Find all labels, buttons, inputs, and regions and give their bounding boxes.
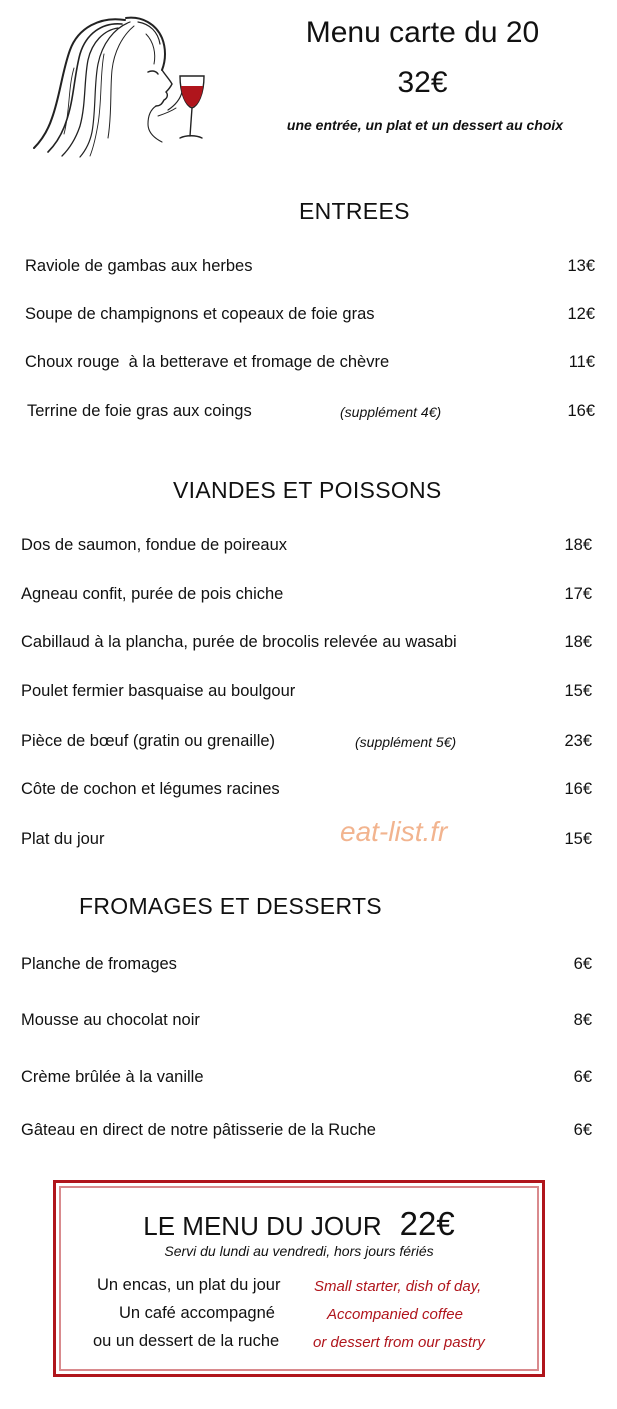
menu-item-price: 6€: [573, 1068, 592, 1086]
menu-item-label: Gâteau en direct de notre pâtisserie de la Ruche: [21, 1121, 376, 1139]
menu-item-price: 18€: [564, 536, 592, 554]
menu-item-label: Poulet fermier basquaise au boulgour: [21, 682, 296, 700]
menu-item-price: 12€: [567, 305, 595, 323]
menu-item-label: Crème brûlée à la vanille: [21, 1068, 204, 1086]
menu-subtitle: une entrée, un plat et un dessert au choix: [286, 117, 564, 133]
menu-item-price: 15€: [564, 830, 592, 848]
menu-item-label: Agneau confit, purée de pois chiche: [21, 585, 284, 603]
menu-du-jour-line-fr: Un café accompagné: [119, 1304, 275, 1322]
section-title-viandes-poissons: VIANDES ET POISSONS: [173, 477, 442, 503]
menu-price: 32€: [397, 66, 448, 99]
menu-item-price: 13€: [567, 257, 595, 275]
menu-item-label: Terrine de foie gras aux coings: [27, 402, 252, 420]
section-title-entrees: ENTREES: [299, 198, 410, 224]
menu-item-price: 6€: [573, 955, 592, 973]
menu-item-price: 8€: [573, 1011, 592, 1029]
menu-item-price: 15€: [564, 682, 592, 700]
menu-item-price: 23€: [564, 732, 592, 750]
menu-du-jour-price: 22€: [399, 1205, 455, 1242]
menu-item-price: 6€: [573, 1121, 592, 1139]
menu-du-jour-subtitle: Servi du lundi au vendredi, hors jours fériés: [164, 1243, 434, 1259]
menu-du-jour-line-en: Accompanied coffee: [327, 1306, 463, 1323]
menu-item-price: 16€: [564, 780, 592, 798]
section-title-fromages-desserts: FROMAGES ET DESSERTS: [79, 893, 382, 919]
menu-du-jour-line-en: Small starter, dish of day,: [314, 1278, 482, 1295]
menu-item-label: Pièce de bœuf (gratin ou grenaille): [21, 732, 276, 750]
watermark: eat-list.fr: [340, 816, 448, 847]
menu-du-jour-line-en: or dessert from our pastry: [313, 1334, 485, 1351]
menu-du-jour-heading: [56, 1205, 542, 1243]
supplement-note: (supplément 5€): [355, 734, 457, 750]
menu-item-label: Raviole de gambas aux herbes: [25, 257, 253, 275]
menu-item-price: 11€: [568, 353, 595, 371]
menu-item-label: Cabillaud à la plancha, purée de brocolis relevée au wasabi: [21, 633, 457, 651]
menu-item-label: Choux rouge à la betterave et fromage de chèvre: [25, 353, 390, 371]
menu-item-price: 18€: [564, 633, 592, 651]
menu-item-label: Côte de cochon et légumes racines: [21, 780, 280, 798]
menu-title: Menu carte du 20: [305, 16, 540, 49]
menu-du-jour-line-fr: ou un dessert de la ruche: [93, 1332, 280, 1350]
menu-item-price: 17€: [564, 585, 592, 603]
menu-du-jour-title: LE MENU DU JOUR: [143, 1211, 382, 1241]
menu-item-price: 16€: [567, 402, 595, 420]
menu-item-label: Plat du jour: [21, 830, 105, 848]
menu-item-label: Planche de fromages: [21, 955, 177, 973]
menu-item-label: Soupe de champignons et copeaux de foie gras: [25, 305, 375, 323]
menu-item-label: Dos de saumon, fondue de poireaux: [21, 536, 288, 554]
supplement-note: (supplément 4€): [340, 404, 442, 420]
woman-wine-glass-illustration: [30, 14, 220, 159]
menu-du-jour-box: [53, 1180, 545, 1377]
menu-item-label: Mousse au chocolat noir: [21, 1011, 200, 1029]
menu-du-jour-line-fr: Un encas, un plat du jour: [97, 1276, 281, 1294]
